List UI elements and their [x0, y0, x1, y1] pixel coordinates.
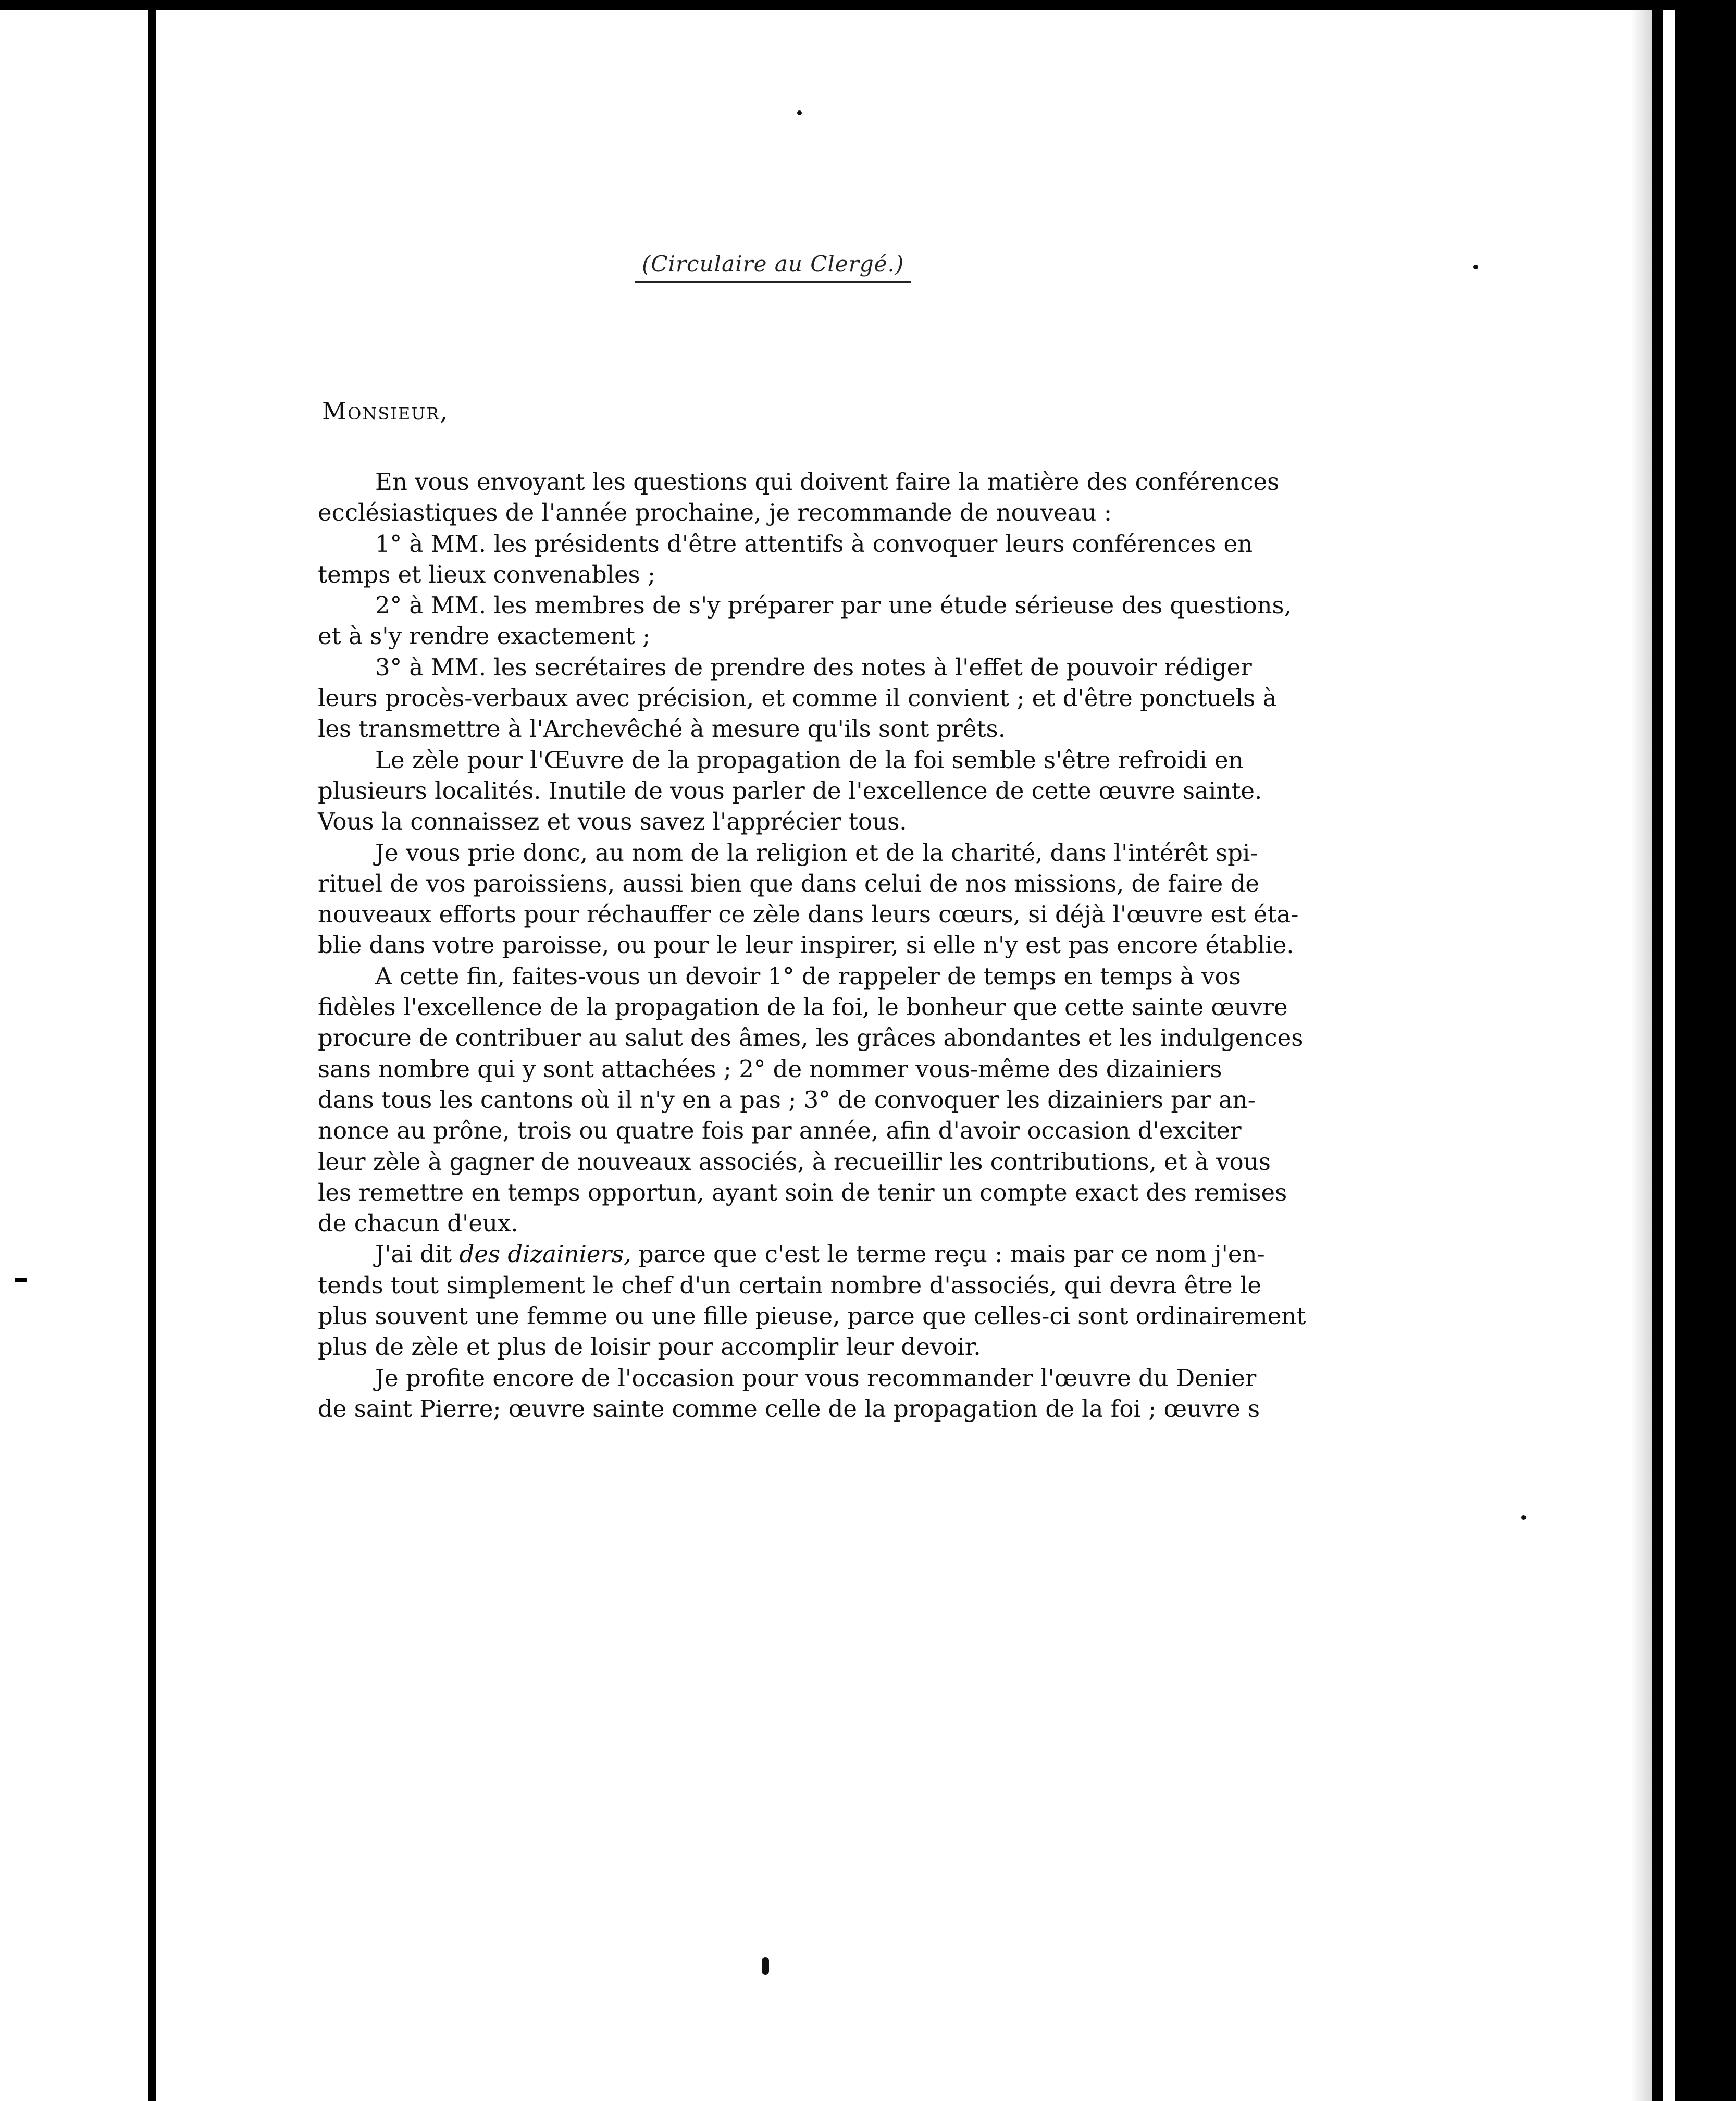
text-line: rituel de vos paroissiens, aussi bien que dans celui de nos missions, de faire de: [318, 869, 1260, 897]
text-line: plus souvent une femme ou une fille pieuse, parce que celles-ci sont ordinairement: [318, 1302, 1306, 1330]
text-line: les transmettre à l'Archevêché à mesure qu'ils sont prêts.: [318, 715, 1006, 743]
text-line: Le zèle pour l'Œuvre de la propagation de la foi semble s'être refroidi en: [375, 746, 1244, 774]
text-line: Vous la connaissez et vous savez l'apprécier tous.: [318, 808, 907, 836]
text-line: plus de zèle et plus de loisir pour accomplir leur devoir.: [318, 1333, 981, 1361]
text-line: 3° à MM. les secrétaires de prendre des notes à l'effet de pouvoir rédiger: [375, 653, 1252, 681]
heading-underline: [635, 281, 911, 283]
text-line: tends tout simplement le chef d'un certain nombre d'associés, qui devra être le: [318, 1271, 1261, 1299]
text-line: 1° à MM. les présidents d'être attentifs à convoquer leurs conférences en: [375, 529, 1253, 558]
text-line: [318, 1239, 1265, 1269]
text-run: parce que c'est le terme reçu : mais par ce nom j'en-: [631, 1240, 1265, 1268]
text-line: Je vous prie donc, au nom de la religion et de la charité, dans l'intérêt spi-: [375, 838, 1258, 867]
scan-margin-mark: [15, 1278, 27, 1282]
text-line: nouveaux efforts pour réchauffer ce zèle dans leurs cœurs, si déjà l'œuvre est éta-: [318, 900, 1299, 929]
text-line: dans tous les cantons où il n'y en a pas ; 3° de convoquer les dizainiers par an-: [318, 1085, 1256, 1114]
ink-speck: [1521, 1515, 1526, 1520]
text-line: temps et lieux convenables ;: [318, 560, 656, 588]
text-line: fidèles l'excellence de la propagation de la foi, le bonheur que cette sainte œuvre: [318, 993, 1288, 1021]
italic-term: des dizainiers,: [459, 1240, 631, 1268]
text-line: procure de contribuer au salut des âmes, les grâces abondantes et les indulgences: [318, 1024, 1304, 1052]
text-line: et à s'y rendre exactement ;: [318, 622, 651, 650]
text-line: leurs procès-verbaux avec précision, et comme il convient ; et d'être ponctuels à: [318, 684, 1277, 712]
text-line: leur zèle à gagner de nouveaux associés, à recueillir les contributions, et à vous: [318, 1147, 1271, 1176]
salutation: Monsieur,: [322, 397, 449, 425]
page-edge-strip: [1663, 10, 1675, 2101]
text-line: En vous envoyant les questions qui doivent faire la matière des conférences: [375, 468, 1280, 496]
page-edge-shadow: [1631, 10, 1652, 2101]
text-line: plusieurs localités. Inutile de vous parler de l'excellence de cette œuvre sainte.: [318, 776, 1262, 805]
text-line: sans nombre qui y sont attachées ; 2° de nommer vous-même des dizainiers: [318, 1055, 1222, 1083]
text-run: J'ai dit: [375, 1240, 460, 1268]
text-line: Je profite encore de l'occasion pour vous recommander l'œuvre du Denier: [375, 1364, 1257, 1392]
text-line: ecclésiastiques de l'année prochaine, je recommande de nouveau :: [318, 499, 1112, 527]
scan-left-gutter: [148, 0, 156, 2101]
text-line: 2° à MM. les membres de s'y préparer par une étude sérieuse des questions,: [375, 591, 1292, 620]
ink-speck: [797, 110, 802, 115]
circular-heading: (Circulaire au Clergé.): [642, 251, 904, 277]
ink-blot: [762, 1957, 769, 1975]
text-line: nonce au prône, trois ou quatre fois par année, afin d'avoir occasion d'exciter: [318, 1117, 1242, 1145]
letter-body: [318, 466, 1306, 1424]
text-line: blie dans votre paroisse, ou pour le leur inspirer, si elle n'y est pas encore établie.: [318, 931, 1294, 959]
text-line: les remettre en temps opportun, ayant soin de tenir un compte exact des remises: [318, 1178, 1287, 1206]
text-line: de chacun d'eux.: [318, 1209, 518, 1238]
ink-speck: [1473, 265, 1478, 269]
text-line: de saint Pierre; œuvre sainte comme celle de la propagation de la foi ; œuvre s: [318, 1394, 1260, 1423]
text-line: A cette fin, faites-vous un devoir 1° de rappeler de temps en temps à vos: [375, 962, 1241, 990]
scan-top-border: [0, 0, 1736, 10]
